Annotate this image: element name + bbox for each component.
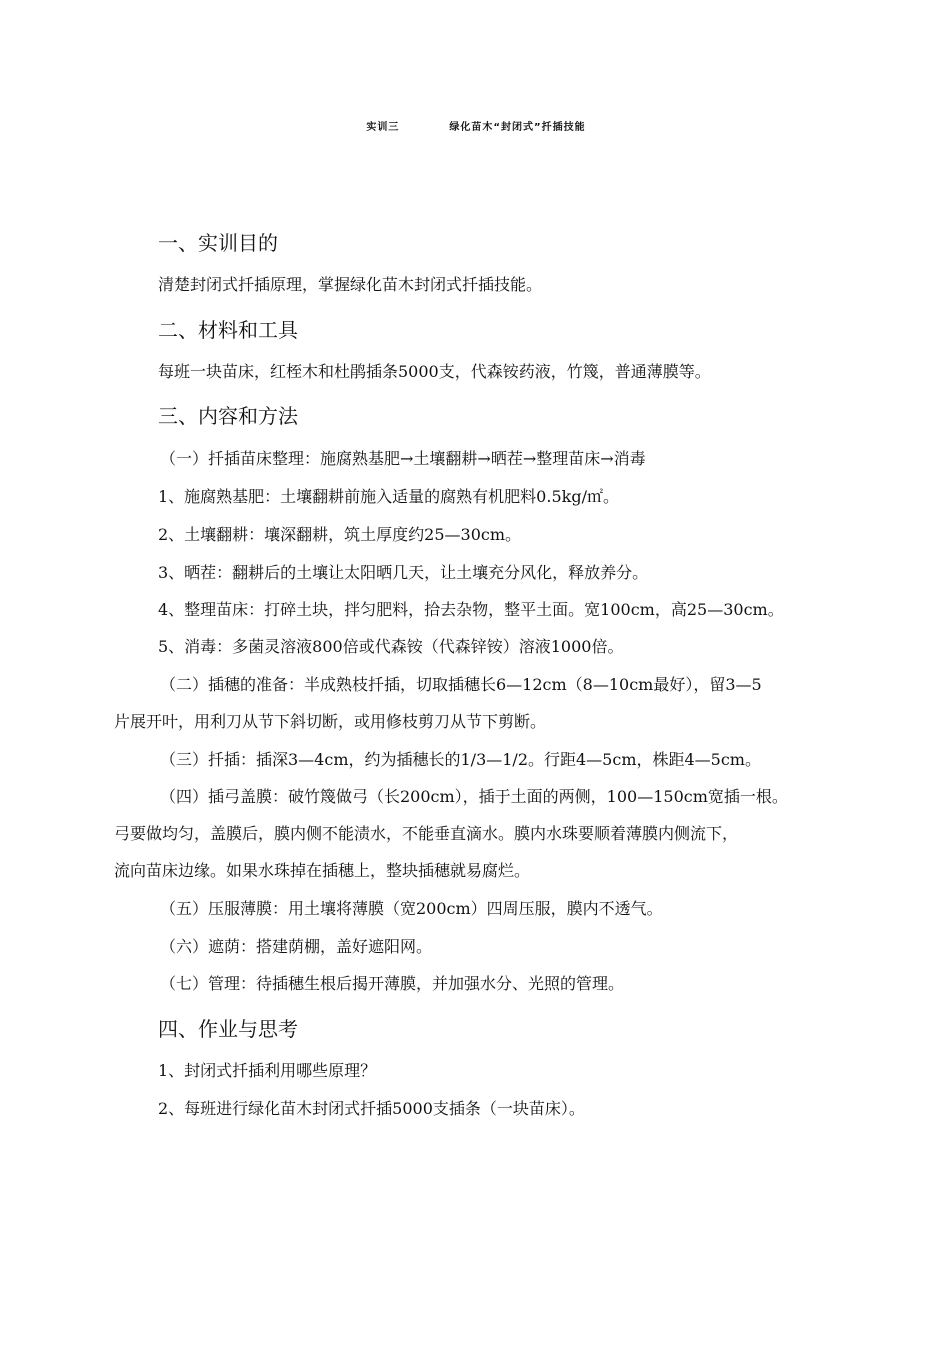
section-2-heading: 二、材料和工具 <box>158 318 298 342</box>
section-3-heading: 三、内容和方法 <box>158 404 298 428</box>
step-4-line-1: （四）插弓盖膜：破竹篾做弓（长200cm），插于土面的两侧，100—150cm宽插一根。 <box>160 787 788 806</box>
step-3: （三）扦插：插深3—4cm，约为插穗长的1/3—1/2。行距4—5cm，株距4—5cm。 <box>160 750 761 769</box>
step-6: （六）遮荫：搭建荫棚，盖好遮阳网。 <box>160 937 433 956</box>
step-5: （五）压服薄膜：用土壤将薄膜（宽200cm）四周压服，膜内不透气。 <box>160 899 663 918</box>
question-2: 2、每班进行绿化苗木封闭式扦插5000支插条（一块苗床）。 <box>158 1099 585 1118</box>
item-3: 3、晒茬：翻耕后的土壤让太阳晒几天，让土壤充分风化，释放养分。 <box>158 563 649 582</box>
item-2: 2、土壤翻耕：壤深翻耕，筑土厚度约25—30cm。 <box>158 525 522 544</box>
item-1: 1、施腐熟基肥：土壤翻耕前施入适量的腐熟有机肥料0.5kg/㎡。 <box>158 487 619 506</box>
step-2-line-1: （二）插穗的准备：半成熟枝扦插，切取插穗长6—12cm（8—10cm最好），留3—5 <box>160 675 762 694</box>
question-1: 1、封闭式扦插利用哪些原理？ <box>158 1061 377 1080</box>
step-4-line-3: 流向苗床边缘。如果水珠掉在插穗上，整块插穗就易腐烂。 <box>114 861 531 880</box>
section-1-body: 清楚封闭式扦插原理，掌握绿化苗木封闭式扦插技能。 <box>158 275 543 294</box>
step-7: （七）管理：待插穗生根后揭开薄膜，并加强水分、光照的管理。 <box>160 974 625 993</box>
title-part-1: 实训三 <box>366 122 400 133</box>
item-4: 4、整理苗床：打碎土块，拌匀肥料，拾去杂物，整平土面。宽100cm，高25—30cm。 <box>158 600 784 619</box>
section-4-heading: 四、作业与思考 <box>158 1017 298 1041</box>
step-2-line-2: 片展开叶，用利刀从节下斜切断，或用修枝剪刀从节下剪断。 <box>114 712 547 731</box>
section-2-body: 每班一块苗床，红桎木和杜鹃插条5000支，代森铵药液，竹篾，普通薄膜等。 <box>158 362 711 381</box>
item-5: 5、消毒：多菌灵溶液800倍或代森铵（代森锌铵）溶液1000倍。 <box>158 637 624 656</box>
step-4-line-2: 弓要做均匀，盖膜后，膜内侧不能渍水，不能垂直滴水。膜内水珠要顺着薄膜内侧流下， <box>114 824 739 843</box>
title-part-2: 绿化苗木“封闭式”扦插技能 <box>449 122 586 133</box>
document-title <box>0 118 952 133</box>
step-1: （一）扦插苗床整理：施腐熟基肥→土壤翻耕→晒茬→整理苗床→消毒 <box>160 449 646 468</box>
section-1-heading: 一、实训目的 <box>158 231 278 255</box>
